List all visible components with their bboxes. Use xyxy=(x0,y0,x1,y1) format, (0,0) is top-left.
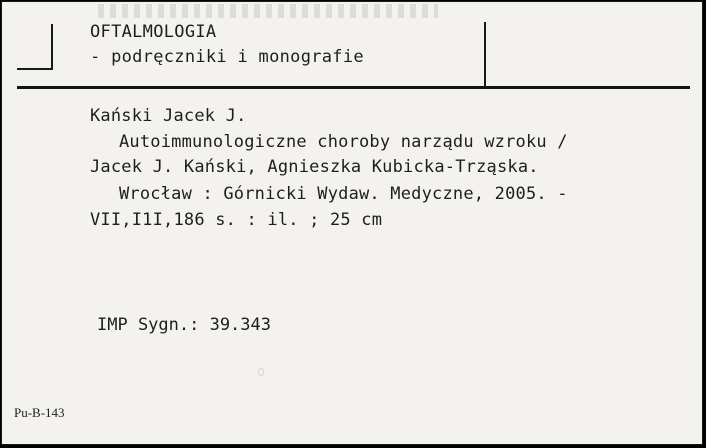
paper-speck xyxy=(258,368,264,376)
entry-physical-description: VII,I1I,186 s. : il. ; 25 cm xyxy=(90,210,383,230)
faint-overprint xyxy=(98,4,438,18)
entry-publication: Wrocław : Górnicki Wydaw. Medyczne, 2005. - xyxy=(119,184,568,204)
card-identifier: Pu-B-143 xyxy=(14,405,65,420)
entry-responsibility: Jacek J. Kański, Agnieszka Kubicka-Trząska. xyxy=(90,157,539,177)
entry-author: Kański Jacek J. xyxy=(90,106,247,126)
call-number: IMP Sygn.: 39.343 xyxy=(97,315,271,335)
corner-mark-horizontal xyxy=(17,68,53,70)
entry-title: Autoimmunologiczne choroby narządu wzroku / xyxy=(119,132,568,152)
heading-divider xyxy=(17,86,690,89)
corner-mark-vertical xyxy=(51,24,53,70)
subject-heading: OFTALMOLOGIA xyxy=(90,22,217,42)
heading-right-rule xyxy=(484,22,486,88)
subject-subheading: - podręczniki i monografie xyxy=(90,47,364,67)
catalog-card xyxy=(1,1,703,445)
